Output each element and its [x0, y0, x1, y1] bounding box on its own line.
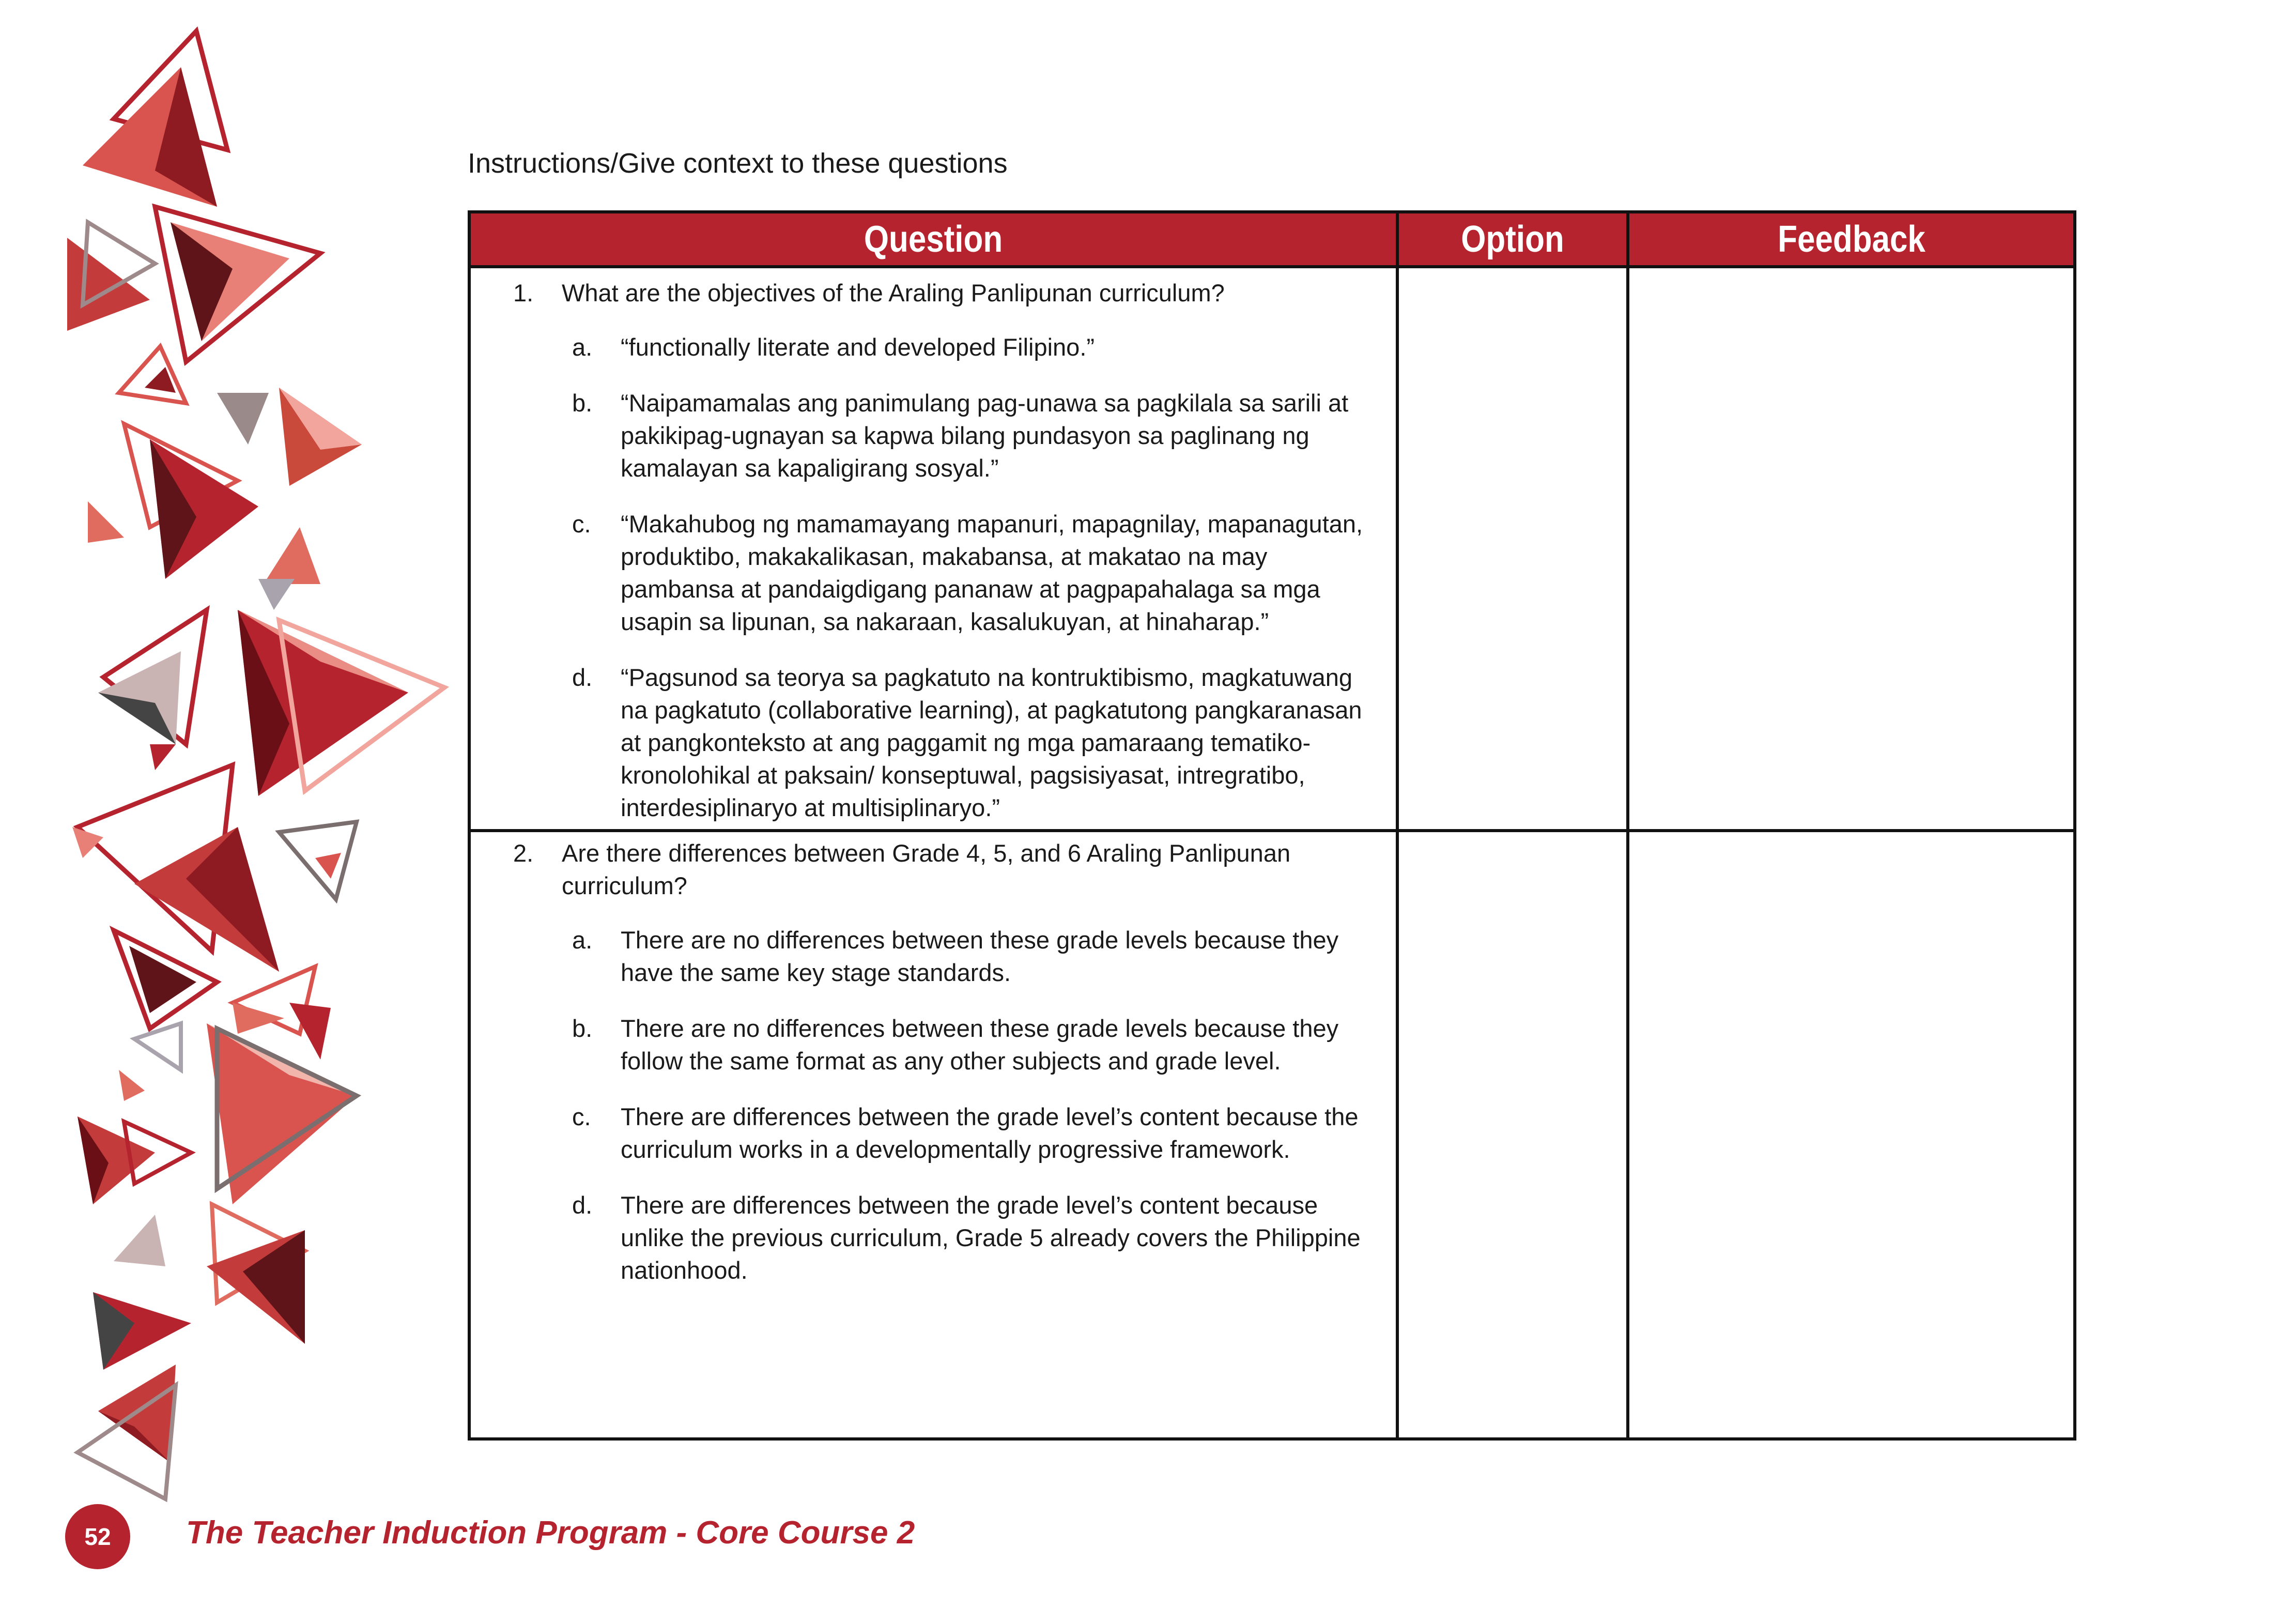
- question-table: [468, 210, 2076, 1441]
- question-label: Are there differences between Grade 4, 5, and 6 Araling Panlipunan curriculum?: [562, 839, 1291, 899]
- option-text: “functionally literate and developed Filipino.”: [621, 333, 1095, 361]
- question-number: 2.: [513, 839, 534, 867]
- question-text: [471, 277, 1396, 309]
- table-row: [471, 277, 1396, 824]
- option-item: [471, 508, 1396, 638]
- option-text: There are differences between the grade level’s content because the curriculum works in a developmentally progressive framework.: [621, 1103, 1359, 1163]
- option-item: [471, 1012, 1396, 1077]
- page-number-badge: 52: [65, 1504, 130, 1569]
- header-feedback: Feedback: [1778, 219, 1925, 260]
- option-text: There are no differences between these grade levels because they have the same key stage standards.: [621, 926, 1339, 986]
- footer-title: The Teacher Induction Program - Core Course 2: [186, 1515, 915, 1551]
- option-text: There are no differences between these grade levels because they follow the same format as any other subjects and grade level.: [621, 1015, 1339, 1075]
- question-text: [471, 837, 1396, 902]
- table-row: [471, 837, 1396, 1286]
- header-option: Option: [1461, 219, 1564, 260]
- option-letter: d.: [572, 664, 593, 691]
- option-item: [471, 924, 1396, 989]
- option-letter: d.: [572, 1191, 593, 1219]
- option-item: [471, 661, 1396, 824]
- decorative-triangles: [0, 0, 465, 1624]
- option-letter: a.: [572, 926, 593, 954]
- table-header: [471, 213, 2073, 268]
- option-item: [471, 1100, 1396, 1166]
- option-text: “Naipamamalas ang panimulang pag-unawa sa pagkilala sa sarili at pakikipag-ugnayan sa kapwa bilang pundasyon sa paglinang ng kamalayan sa kapaligirang sosyal.”: [621, 389, 1349, 482]
- question-number: 1.: [513, 279, 534, 307]
- column-divider: [1396, 213, 1399, 1437]
- header-question: Question: [864, 219, 1003, 260]
- option-letter: c.: [572, 1103, 591, 1130]
- option-letter: c.: [572, 510, 591, 538]
- triangle-pattern: [67, 31, 444, 1499]
- column-divider: [1626, 213, 1629, 1437]
- option-item: [471, 1189, 1396, 1286]
- option-letter: a.: [572, 333, 593, 361]
- option-text: “Makahubog ng mamamayang mapanuri, mapagnilay, mapanagutan, produktibo, makakalikasan, makabansa, at makatao na may pambansa at pandaigdigang pananaw at pagpapahalaga sa mga usapin sa lipunan, sa nakaraan, kasalukuyan, at hinaharap.”: [621, 510, 1363, 635]
- question-label: What are the objectives of the Araling Panlipunan curriculum?: [562, 279, 1225, 307]
- option-text: There are differences between the grade level’s content because unlike the previous curriculum, Grade 5 already covers the Philippine nationhood.: [621, 1191, 1361, 1284]
- option-item: [471, 387, 1396, 484]
- option-letter: b.: [572, 1015, 593, 1042]
- instructions-text: Instructions/Give context to these questions: [468, 148, 1008, 179]
- row-divider: [471, 829, 2073, 832]
- option-item: [471, 331, 1396, 363]
- option-letter: b.: [572, 389, 593, 417]
- option-text: “Pagsunod sa teorya sa pagkatuto na kontruktibismo, magkatuwang na pagkatuto (collaborative learning), at pagkatutong pangkaranasan at pangkonteksto at ang paggamit ng mga pamaraang tematiko-kronolohikal at paksain/ konseptuwal, pagsisiyasat, intregratibo, interdesiplinaryo at multisiplinaryo.”: [621, 664, 1362, 821]
